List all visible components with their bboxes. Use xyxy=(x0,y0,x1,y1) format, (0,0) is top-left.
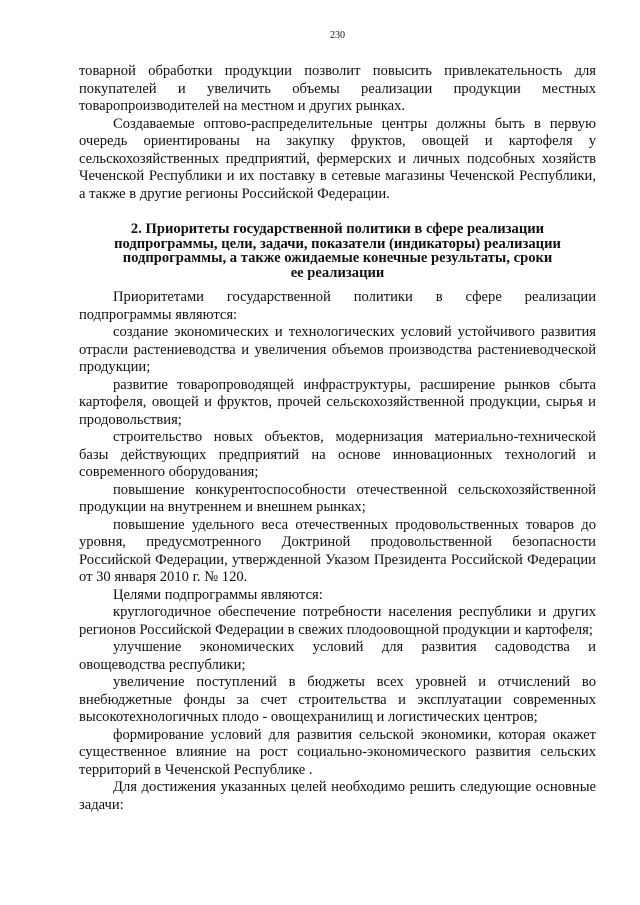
list-item-priority: создание экономических и технологических условий устойчивого развития отрасли растениеводства и увеличения объемов производства растениеводческой продукции; xyxy=(79,324,596,375)
paragraph-wholesale-centers: Создаваемые оптово-распределительные центры должны быть в первую очередь ориентированы на закупку фруктов, овощей и картофеля у сельскохозяйственных предприятий, фермерских и личных подсобных хозяйств Чеченской Республики и их поставку в сетевые магазины Чеченской Республики, а также в другие регионы Российской Федерации. xyxy=(79,115,596,202)
list-item-goal: круглогодичное обеспечение потребности населения республики и других регионов Российской Федерации в свежих плодоовощной продукции и картофеля; xyxy=(79,604,596,638)
section-heading-line: подпрограммы, цели, задачи, показатели (индикаторы) реализации xyxy=(114,235,561,252)
list-item-goal: увеличение поступлений в бюджеты всех уровней и отчислений во внебюджетные фонды за счет строительства и эксплуатации современных высокотехнологичных плодо - овощехранилищ и логистических центров; xyxy=(79,674,596,725)
list-item-priority: повышение удельного веса отечественных продовольственных товаров до уровня, предусмотренного Доктриной продовольственной безопасности Российской Федерации, утвержденной Указом Президента Российской Федерации от 30 января 2010 г. № 120. xyxy=(79,516,596,585)
paragraph-priorities-intro: Приоритетами государственной политики в сфере реализации подпрограммы являются: xyxy=(79,289,596,323)
paragraph-tasks-intro: Для достижения указанных целей необходимо решить следующие основные задачи: xyxy=(79,779,596,813)
list-item-priority: повышение конкурентоспособности отечественной сельскохозяйственной продукции на внутреннем и внешнем рынках; xyxy=(79,481,596,515)
paragraph-continuation: товарной обработки продукции позволит повысить привлекательность для покупателей и увеличить объемы реализации продукции местных товаропроизводителей на местном и других рынках. xyxy=(79,63,596,114)
section-heading-line: 2. Приоритеты государственной политики в сфере реализации xyxy=(130,221,545,237)
list-item-goal: формирование условий для развития сельской экономики, которая окажет существенное влияние на рост социально-экономического развития сельских территорий в Чеченской Республике . xyxy=(79,726,596,778)
list-item-goal: улучшение экономических условий для развития садоводства и овощеводства республики; xyxy=(79,639,596,673)
list-item-priority: развитие товаропроводящей инфраструктуры, расширение рынков сбыта картофеля, овощей и фруктов, прочей сельскохозяйственной продукции, сырья и продовольствия; xyxy=(79,376,596,428)
section-heading-line: ее реализации xyxy=(290,264,385,281)
page-number: 230 xyxy=(330,30,345,41)
list-item-priority: строительство новых объектов, модернизация материально-технической базы действующих предприятий на основе инновационных технологий и современного оборудования; xyxy=(79,429,596,480)
section-heading-line: подпрограммы, а также ожидаемые конечные результаты, сроки xyxy=(122,250,553,266)
document-page xyxy=(79,30,596,814)
section-heading xyxy=(79,222,596,280)
paragraph-goals-intro: Целями подпрограммы являются: xyxy=(113,586,323,603)
